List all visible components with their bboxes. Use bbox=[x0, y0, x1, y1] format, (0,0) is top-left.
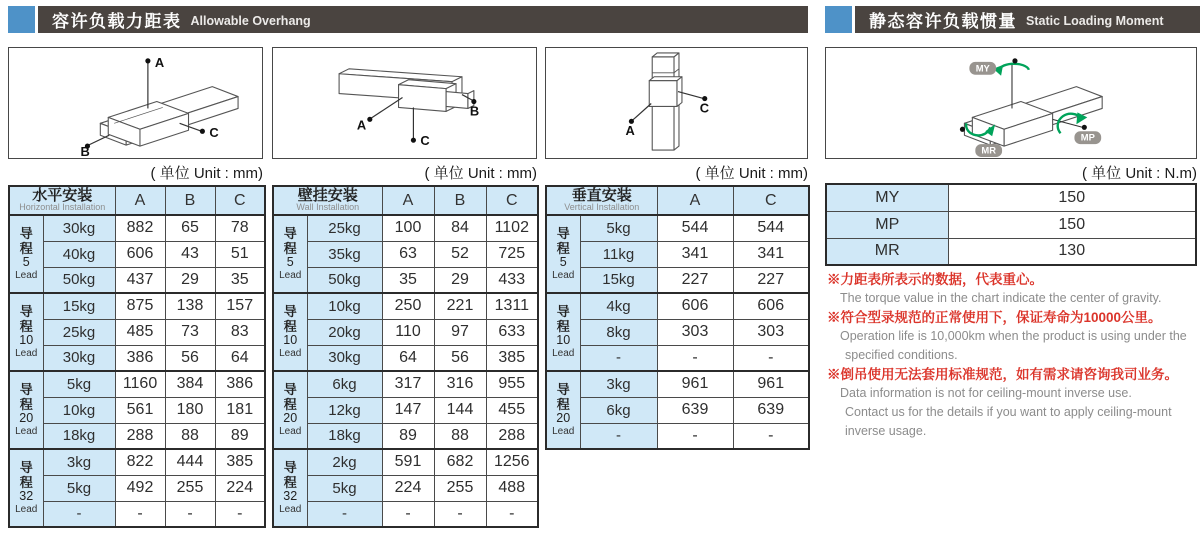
value-cell: 138 bbox=[165, 293, 215, 319]
value-cell: - bbox=[215, 501, 265, 527]
value-cell: 73 bbox=[165, 319, 215, 345]
value-cell: 97 bbox=[434, 319, 486, 345]
diagram-label-c: C bbox=[209, 125, 219, 141]
lead-label-zh: 导程 bbox=[556, 304, 570, 334]
value-cell: 633 bbox=[486, 319, 538, 345]
value-cell: 144 bbox=[434, 397, 486, 423]
wall-installation-diagram-box bbox=[272, 47, 537, 159]
diagram-label-b: B bbox=[469, 103, 480, 119]
value-cell: - bbox=[657, 423, 733, 449]
unit-caption-mm: ( 单位 Unit : mm) bbox=[150, 165, 263, 182]
weight-cell: - bbox=[307, 501, 382, 527]
value-cell: 89 bbox=[215, 423, 265, 449]
note-text-zh: ※倒吊使用无法套用标准规范，如有需求请咨询我司业务。 bbox=[827, 367, 1178, 382]
value-cell: 875 bbox=[115, 293, 165, 319]
value-cell: 316 bbox=[434, 371, 486, 397]
lead-label-zh: 导程 bbox=[283, 304, 297, 334]
weight-cell: - bbox=[580, 345, 657, 371]
wall-installation-lead-10 bbox=[273, 293, 307, 371]
lead-label-zh: 导程 bbox=[556, 226, 570, 256]
value-cell: 591 bbox=[382, 449, 434, 475]
value-cell: 385 bbox=[486, 345, 538, 371]
vertical-installation-lead-5 bbox=[546, 215, 580, 293]
value-cell: 88 bbox=[165, 423, 215, 449]
lead-label-en: Lead bbox=[279, 503, 302, 515]
weight-cell: - bbox=[580, 423, 657, 449]
badge-mr: MR bbox=[981, 144, 997, 156]
static-moment-diagram bbox=[826, 48, 1196, 158]
value-cell: 288 bbox=[486, 423, 538, 449]
value-cell: 181 bbox=[215, 397, 265, 423]
weight-cell: 10kg bbox=[43, 397, 115, 423]
vertical-installation-title-en: Vertical Installation bbox=[564, 202, 640, 213]
moment-label-my: MY bbox=[826, 184, 948, 211]
value-cell: 384 bbox=[165, 371, 215, 397]
value-cell: 386 bbox=[115, 345, 165, 371]
wall-installation-column-b: B bbox=[434, 186, 486, 215]
value-cell: - bbox=[733, 345, 809, 371]
value-cell: 455 bbox=[486, 397, 538, 423]
horizontal-installation-title-en: Horizontal Installation bbox=[19, 202, 106, 213]
lead-label-zh: 导程 bbox=[19, 382, 33, 412]
static-moment-table bbox=[825, 183, 1197, 266]
value-cell: 1256 bbox=[486, 449, 538, 475]
weight-cell: 50kg bbox=[307, 267, 382, 293]
header-title-zh: 静态容许负载惯量 bbox=[869, 12, 1017, 31]
vertical-installation-title-zh: 垂直安装 bbox=[571, 186, 632, 204]
horizontal-installation-lead-5 bbox=[9, 215, 43, 293]
value-cell: 1160 bbox=[115, 371, 165, 397]
value-cell: 444 bbox=[165, 449, 215, 475]
lead-label-en: Lead bbox=[15, 425, 38, 437]
lead-number: 10 bbox=[283, 333, 298, 348]
value-cell: 35 bbox=[215, 267, 265, 293]
value-cell: 341 bbox=[733, 241, 809, 267]
header-bar bbox=[855, 6, 1200, 33]
lead-number: 20 bbox=[556, 411, 571, 426]
horizontal-installation-lead-20 bbox=[9, 371, 43, 449]
moment-label-mp: MP bbox=[826, 211, 948, 238]
header-accent-square bbox=[8, 6, 35, 33]
value-cell: 56 bbox=[165, 345, 215, 371]
weight-cell: 12kg bbox=[307, 397, 382, 423]
lead-label-en: Lead bbox=[15, 347, 38, 359]
vertical-installation-diagram bbox=[546, 48, 807, 158]
lead-label-en: Lead bbox=[279, 269, 302, 281]
weight-cell: 25kg bbox=[307, 215, 382, 241]
weight-cell: 30kg bbox=[43, 215, 115, 241]
value-cell: 492 bbox=[115, 475, 165, 501]
diagram-label-b: B bbox=[80, 144, 90, 158]
value-cell: 56 bbox=[434, 345, 486, 371]
footnotes bbox=[827, 270, 1200, 441]
header-title-en: Allowable Overhang bbox=[190, 13, 311, 28]
value-cell: 29 bbox=[165, 267, 215, 293]
value-cell: 437 bbox=[115, 267, 165, 293]
vertical-installation-column-a: A bbox=[657, 186, 733, 215]
value-cell: 639 bbox=[733, 397, 809, 423]
lead-label-zh: 导程 bbox=[19, 460, 33, 490]
weight-cell: 15kg bbox=[43, 293, 115, 319]
vertical-installation-lead-10 bbox=[546, 293, 580, 371]
wall-installation-title-zh: 壁挂安装 bbox=[297, 186, 358, 204]
horizontal-installation-column-a: A bbox=[115, 186, 165, 215]
unit-caption-mm: ( 单位 Unit : mm) bbox=[424, 165, 537, 182]
lead-number: 32 bbox=[283, 489, 298, 504]
lead-label-en: Lead bbox=[552, 425, 575, 437]
value-cell: 52 bbox=[434, 241, 486, 267]
horizontal-installation-diagram-box bbox=[8, 47, 263, 159]
value-cell: 303 bbox=[657, 319, 733, 345]
lead-label-zh: 导程 bbox=[283, 460, 297, 490]
weight-cell: 5kg bbox=[307, 475, 382, 501]
weight-cell: 30kg bbox=[43, 345, 115, 371]
note-text-en: Contact us for the details if you want to apply ceiling-mount bbox=[845, 405, 1172, 419]
value-cell: 961 bbox=[657, 371, 733, 397]
badge-mp: MP bbox=[1080, 131, 1095, 143]
value-cell: 485 bbox=[115, 319, 165, 345]
weight-cell: 10kg bbox=[307, 293, 382, 319]
weight-cell: 20kg bbox=[307, 319, 382, 345]
horizontal-installation-column-b: B bbox=[165, 186, 215, 215]
weight-cell: 6kg bbox=[307, 371, 382, 397]
lead-number: 32 bbox=[19, 489, 34, 504]
value-cell: 64 bbox=[215, 345, 265, 371]
lead-number: 20 bbox=[19, 411, 34, 426]
diagram-label-a: A bbox=[356, 117, 367, 133]
diagram-label-a: A bbox=[154, 54, 165, 70]
value-cell: 606 bbox=[657, 293, 733, 319]
moment-value-my: 150 bbox=[948, 184, 1196, 211]
value-cell: 227 bbox=[733, 267, 809, 293]
lead-label-en: Lead bbox=[552, 269, 575, 281]
wall-installation-title bbox=[273, 186, 382, 215]
horizontal-installation-table bbox=[8, 185, 266, 528]
weight-cell: 11kg bbox=[580, 241, 657, 267]
value-cell: 157 bbox=[215, 293, 265, 319]
wall-installation-lead-32 bbox=[273, 449, 307, 527]
value-cell: - bbox=[733, 423, 809, 449]
value-cell: 89 bbox=[382, 423, 434, 449]
value-cell: 561 bbox=[115, 397, 165, 423]
value-cell: 341 bbox=[657, 241, 733, 267]
lead-label-en: Lead bbox=[552, 347, 575, 359]
vertical-installation-column-c: C bbox=[733, 186, 809, 215]
note-text-en: specified conditions. bbox=[845, 348, 958, 362]
value-cell: 88 bbox=[434, 423, 486, 449]
weight-cell: 18kg bbox=[307, 423, 382, 449]
value-cell: 433 bbox=[486, 267, 538, 293]
note-text-zh: ※力距表所表示的数据，代表重心。 bbox=[827, 272, 1043, 287]
wall-installation-column-c: C bbox=[486, 186, 538, 215]
value-cell: 488 bbox=[486, 475, 538, 501]
note-text-en: Data information is not for ceiling-mount inverse use. bbox=[840, 386, 1132, 400]
value-cell: 255 bbox=[434, 475, 486, 501]
header-title-en: Static Loading Moment bbox=[1026, 13, 1164, 28]
header-bar bbox=[38, 6, 808, 33]
badge-my: MY bbox=[975, 62, 990, 74]
value-cell: 224 bbox=[382, 475, 434, 501]
lead-number: 20 bbox=[283, 411, 298, 426]
moment-label-mr: MR bbox=[826, 238, 948, 265]
value-cell: - bbox=[115, 501, 165, 527]
lead-label-zh: 导程 bbox=[283, 382, 297, 412]
lead-label-zh: 导程 bbox=[19, 304, 33, 334]
weight-cell: 4kg bbox=[580, 293, 657, 319]
value-cell: 544 bbox=[657, 215, 733, 241]
value-cell: 317 bbox=[382, 371, 434, 397]
lead-number: 10 bbox=[556, 333, 571, 348]
horizontal-installation-diagram bbox=[9, 48, 262, 158]
horizontal-installation-title-zh: 水平安装 bbox=[32, 186, 93, 204]
vertical-installation-diagram-box bbox=[545, 47, 808, 159]
weight-cell: 25kg bbox=[43, 319, 115, 345]
lead-label-en: Lead bbox=[279, 347, 302, 359]
note-text-en: The torque value in the chart indicate the center of gravity. bbox=[840, 291, 1162, 305]
wall-installation-table bbox=[272, 185, 539, 528]
vertical-installation-title bbox=[546, 186, 657, 215]
lead-number: 5 bbox=[559, 255, 567, 270]
wall-installation-diagram bbox=[273, 48, 536, 158]
value-cell: 224 bbox=[215, 475, 265, 501]
value-cell: 29 bbox=[434, 267, 486, 293]
vertical-installation-lead-20 bbox=[546, 371, 580, 449]
horizontal-installation-title bbox=[9, 186, 115, 215]
moment-value-mr: 130 bbox=[948, 238, 1196, 265]
wall-installation-lead-20 bbox=[273, 371, 307, 449]
weight-cell: 35kg bbox=[307, 241, 382, 267]
header-accent-square bbox=[825, 6, 852, 33]
horizontal-installation-lead-10 bbox=[9, 293, 43, 371]
weight-cell: 5kg bbox=[43, 371, 115, 397]
note-text-zh: ※符合型录规范的正常使用下，保证寿命为10000公里。 bbox=[827, 310, 1162, 325]
diagram-label-c: C bbox=[420, 133, 430, 149]
value-cell: 882 bbox=[115, 215, 165, 241]
value-cell: 961 bbox=[733, 371, 809, 397]
value-cell: 725 bbox=[486, 241, 538, 267]
weight-cell: 50kg bbox=[43, 267, 115, 293]
weight-cell: 5kg bbox=[43, 475, 115, 501]
lead-number: 5 bbox=[22, 255, 30, 270]
weight-cell: 8kg bbox=[580, 319, 657, 345]
value-cell: 955 bbox=[486, 371, 538, 397]
weight-cell: 18kg bbox=[43, 423, 115, 449]
lead-label-zh: 导程 bbox=[283, 226, 297, 256]
value-cell: 221 bbox=[434, 293, 486, 319]
value-cell: 544 bbox=[733, 215, 809, 241]
unit-caption-nm: ( 单位 Unit : N.m) bbox=[1082, 165, 1197, 182]
value-cell: - bbox=[434, 501, 486, 527]
weight-cell: 5kg bbox=[580, 215, 657, 241]
wall-installation-title-en: Wall Installation bbox=[296, 202, 360, 213]
unit-caption-mm: ( 单位 Unit : mm) bbox=[695, 165, 808, 182]
weight-cell: - bbox=[43, 501, 115, 527]
value-cell: 822 bbox=[115, 449, 165, 475]
value-cell: 303 bbox=[733, 319, 809, 345]
value-cell: - bbox=[657, 345, 733, 371]
weight-cell: 3kg bbox=[580, 371, 657, 397]
value-cell: 180 bbox=[165, 397, 215, 423]
allowable-overhang-header bbox=[8, 6, 808, 33]
value-cell: 682 bbox=[434, 449, 486, 475]
value-cell: 110 bbox=[382, 319, 434, 345]
value-cell: 63 bbox=[382, 241, 434, 267]
value-cell: 288 bbox=[115, 423, 165, 449]
note-text-en: Operation life is 10,000km when the product is using under the bbox=[840, 329, 1187, 343]
value-cell: 84 bbox=[434, 215, 486, 241]
lead-number: 5 bbox=[286, 255, 294, 270]
value-cell: 35 bbox=[382, 267, 434, 293]
value-cell: 83 bbox=[215, 319, 265, 345]
weight-cell: 3kg bbox=[43, 449, 115, 475]
lead-label-zh: 导程 bbox=[556, 382, 570, 412]
weight-cell: 15kg bbox=[580, 267, 657, 293]
header-title-zh: 容许负载力距表 bbox=[52, 12, 182, 31]
value-cell: 78 bbox=[215, 215, 265, 241]
lead-label-en: Lead bbox=[15, 269, 38, 281]
horizontal-installation-column-c: C bbox=[215, 186, 265, 215]
weight-cell: 40kg bbox=[43, 241, 115, 267]
value-cell: 100 bbox=[382, 215, 434, 241]
value-cell: 64 bbox=[382, 345, 434, 371]
value-cell: 255 bbox=[165, 475, 215, 501]
lead-label-en: Lead bbox=[15, 503, 38, 515]
vertical-installation-table bbox=[545, 185, 810, 450]
value-cell: 386 bbox=[215, 371, 265, 397]
value-cell: 51 bbox=[215, 241, 265, 267]
lead-label-en: Lead bbox=[279, 425, 302, 437]
weight-cell: 2kg bbox=[307, 449, 382, 475]
value-cell: 1311 bbox=[486, 293, 538, 319]
value-cell: 385 bbox=[215, 449, 265, 475]
horizontal-installation-lead-32 bbox=[9, 449, 43, 527]
lead-label-zh: 导程 bbox=[19, 226, 33, 256]
static-moment-diagram-box bbox=[825, 47, 1197, 159]
value-cell: 606 bbox=[733, 293, 809, 319]
moment-value-mp: 150 bbox=[948, 211, 1196, 238]
value-cell: 65 bbox=[165, 215, 215, 241]
wall-installation-column-a: A bbox=[382, 186, 434, 215]
wall-installation-lead-5 bbox=[273, 215, 307, 293]
lead-number: 10 bbox=[19, 333, 34, 348]
weight-cell: 6kg bbox=[580, 397, 657, 423]
value-cell: 1102 bbox=[486, 215, 538, 241]
value-cell: 147 bbox=[382, 397, 434, 423]
value-cell: 606 bbox=[115, 241, 165, 267]
value-cell: - bbox=[165, 501, 215, 527]
diagram-label-a: A bbox=[625, 123, 635, 139]
value-cell: 250 bbox=[382, 293, 434, 319]
value-cell: 43 bbox=[165, 241, 215, 267]
value-cell: - bbox=[486, 501, 538, 527]
weight-cell: 30kg bbox=[307, 345, 382, 371]
value-cell: 227 bbox=[657, 267, 733, 293]
diagram-label-c: C bbox=[699, 100, 710, 116]
static-loading-moment-header bbox=[825, 6, 1200, 33]
note-text-en: inverse usage. bbox=[845, 424, 927, 438]
value-cell: 639 bbox=[657, 397, 733, 423]
value-cell: - bbox=[382, 501, 434, 527]
